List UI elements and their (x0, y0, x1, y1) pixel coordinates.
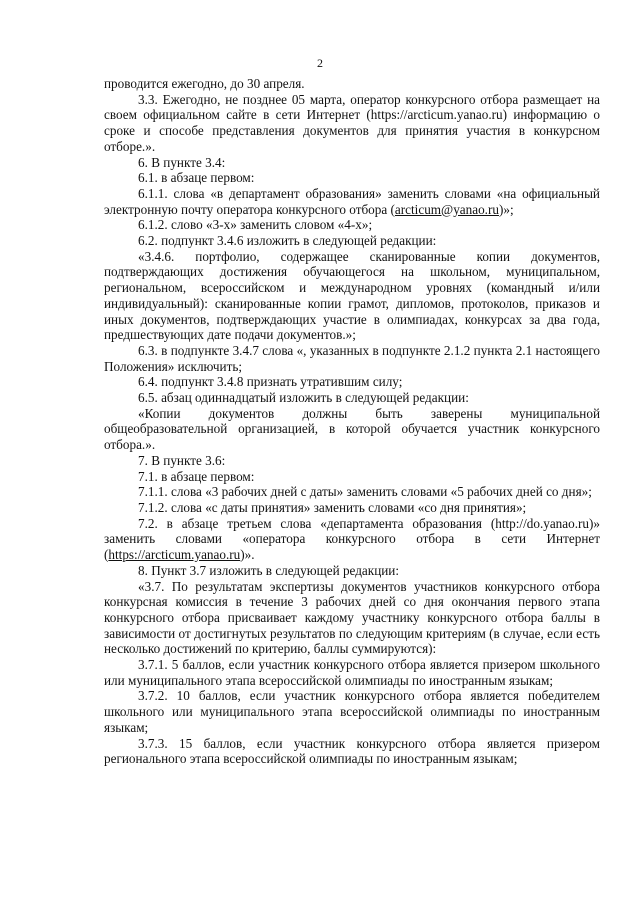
paragraph-text: 7.2. в абзаце третьем слова «департамента образования (http://do.yanao.ru)» заменить словами «оператора конкурсного отбора в сети Интернет ( (104, 515, 600, 563)
website-link[interactable]: https://arcticum.yanao.ru (108, 547, 241, 563)
paragraph: 6. В пункте 3.4: (138, 154, 226, 170)
paragraph: 3.7.1. 5 баллов, если участник конкурсного отбора является призером школьного или муниципального этапа всероссийской олимпиады по иностранным языкам; (104, 657, 600, 688)
paragraph (104, 186, 600, 217)
paragraph: 7.1. в абзаце первом: (138, 468, 255, 484)
paragraph: 3.7.3. 15 баллов, если участник конкурсного отбора является призером регионального этапа всероссийской олимпиады по иностранным языкам; (104, 735, 600, 767)
paragraph: «3.7. По результатам экспертизы документов участников конкурсного отбора конкурсная комиссия в течение 3 рабочих дней со дня окончания первого этапа конкурсного отбора присваивает каждому участнику конкурсного отбора баллы в зависимости от достигнутых результатов по следующим критериям (в случае, если есть несколько достижений по критерию, баллы суммируются): (104, 578, 600, 657)
page-number: 2 (317, 56, 323, 70)
paragraph: 7.1.2. слова «с даты принятия» заменить словами «со дня принятия»; (138, 499, 527, 515)
paragraph: 6.1.2. слово «3-х» заменить словом «4-х»; (138, 217, 373, 233)
paragraph: «Копии документов должны быть заверены муниципальной общеобразовательной организацией, в которой обучается участник конкурсного отбора.». (104, 405, 600, 453)
paragraph: проводится ежегодно, до 30 апреля. (104, 76, 305, 91)
paragraph: «3.4.6. портфолио, содержащее сканированные копии документов, подтверждающих достижения обучающегося на школьном, муниципальном, региональном, всероссийском и международном уровнях (командный и/или индивидуальный): сканированные копии грамот, дипломов, протоколов, приказов и иных документов, подтверждающих участие в олимпиадах, конкурсах за два года, предшествующих дате подачи документов.»; (104, 248, 600, 343)
paragraph-text: 6.1.1. слова «в департамент образования» заменить словами «на официальный электронную почту оператора конкурсного отбора ( (104, 185, 600, 217)
email-link[interactable]: arcticum@yanao.ru (394, 201, 499, 217)
paragraph-text: )»; (498, 201, 514, 217)
paragraph: 7. В пункте 3.6: (138, 452, 226, 468)
paragraph: 3.7.2. 10 баллов, если участник конкурсного отбора является победителем школьного или муниципального этапа всероссийской олимпиады по иностранным языкам; (104, 688, 600, 735)
paragraph: 6.3. в подпункте 3.4.7 слова «, указанных в подпункте 2.1.2 пункта 2.1 настоящего Положения» исключить; (104, 342, 600, 374)
paragraph: 7.1.1. слова «3 рабочих дней с даты» заменить словами «5 рабочих дней со дня»; (138, 484, 592, 500)
paragraph: 3.3. Ежегодно, не позднее 05 марта, оператор конкурсного отбора размещает на своем официальном сайте в сети Интернет (https://arcticum.yanao.ru) информацию о сроке и способе представления документов для принятия участия в конкурсном отборе.». (104, 91, 600, 154)
paragraph: 6.4. подпункт 3.4.8 признать утратившим силу; (138, 374, 403, 390)
paragraph (104, 516, 600, 563)
paragraph-text: )». (240, 547, 255, 563)
paragraph: 6.5. абзац одиннадцатый изложить в следующей редакции: (138, 390, 469, 406)
paragraph: 6.2. подпункт 3.4.6 изложить в следующей редакции: (138, 233, 437, 249)
paragraph: 8. Пункт 3.7 изложить в следующей редакции: (138, 562, 400, 578)
document-body (104, 76, 600, 767)
paragraph: 6.1. в абзаце первом: (138, 170, 255, 186)
